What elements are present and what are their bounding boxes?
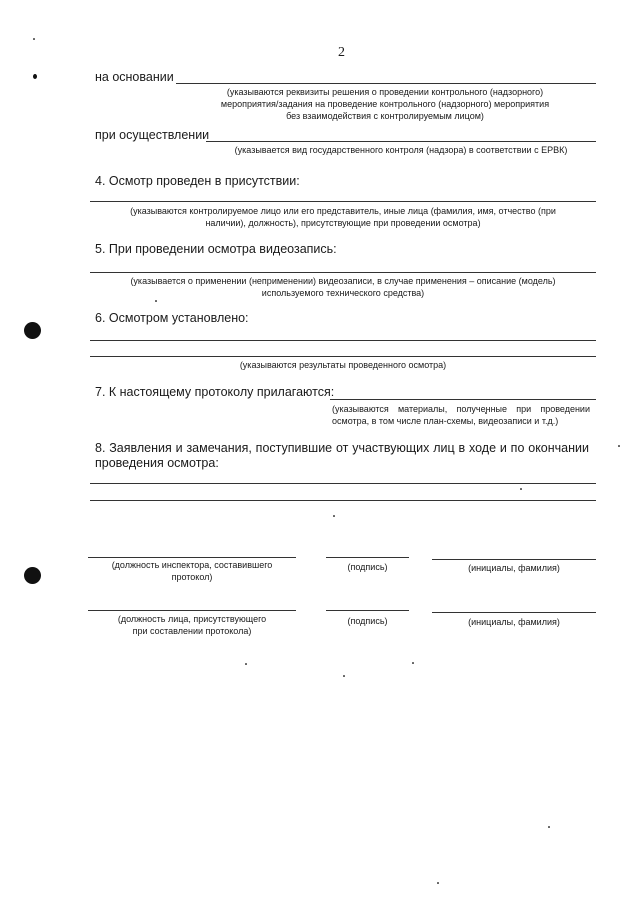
section-5-title: 5. При проведении осмотра видеозапись: [95,242,337,256]
hint-line: мероприятия/задания на проведение контрольного (надзорного) мероприятия [220,99,550,109]
present-person-position-hint [88,613,296,637]
speck [245,663,247,665]
present-person-initials-line [432,612,596,613]
section-7-line [330,399,596,400]
speck [548,826,550,828]
hint-line: (должность лица, присутствующего [117,614,267,624]
hint-line: без взаимодействия с контролируемым лицом) [286,111,484,121]
control-hint: (указывается вид государственного контроля (надзора) в соответствии с ЕРВК) [234,145,568,155]
speck [437,882,439,884]
hint-line: (указываются реквизиты решения о проведении контрольного (надзорного) [226,87,544,97]
inspector-initials-hint: (инициалы, фамилия) [468,563,560,573]
control-line [206,141,596,142]
control-label: при осуществлении [95,128,210,142]
section-8-title-line-1: 8. Заявления и замечания, поступившие от участвующих лиц в ходе и по окончании [95,441,589,455]
hint-line: наличии), должность), присутствующие при проведении осмотра) [205,218,481,228]
present-person-initials-hint: (инициалы, фамилия) [468,617,560,627]
inspector-position-hint [88,559,296,583]
hint-line: используемого технического средства) [261,288,425,298]
basis-line [176,83,596,84]
section-8-line-2 [90,500,596,501]
speck [618,445,620,447]
speck [412,662,414,664]
present-person-signature-hint: (подпись) [347,616,388,626]
section-4-title: 4. Осмотр проведен в присутствии: [95,174,300,188]
hint-line: (указывается о применении (неприменении) видеозаписи, в случае применения – описание (модель) [130,276,556,286]
hint-line: (должность инспектора, составившего [111,560,273,570]
inspector-position-line [88,557,296,558]
punch-hole-top [24,322,41,339]
basis-hint [196,86,574,122]
inspector-initials-line [432,559,596,560]
present-person-position-line [88,610,296,611]
hint-line: протокол) [171,572,213,582]
speck [155,300,157,302]
page-number: 2 [338,45,345,60]
speck [33,38,35,40]
section-7-hint [332,403,590,427]
section-8-line-1 [90,483,596,484]
section-6-title: 6. Осмотром установлено: [95,311,249,325]
section-4-hint [90,205,596,229]
section-5-line [90,272,596,273]
section-4-line [90,201,596,202]
hint-line: (указываются контролируемое лицо или его представитель, иные лица (фамилия, имя, отчество (при [130,206,556,216]
present-person-signature-line [326,610,409,611]
speck [520,488,522,490]
section-7-title: 7. К настоящему протоколу прилагаются: [95,385,335,399]
ink-mark [33,74,37,79]
punch-hole-bottom [24,567,41,584]
hint-line: при составлении протокола) [132,626,252,636]
speck [333,515,335,517]
hint-line: (указываются материалы, полученные при проведении [332,404,590,414]
basis-label: на основании [95,70,174,84]
section-8-title-line-2: проведения осмотра: [95,456,219,470]
hint-line: осмотра, в том числе план-схемы, видеозаписи и т.д.) [332,416,559,426]
section-5-hint [90,275,596,299]
section-6-line-1 [90,340,596,341]
inspector-signature-line [326,557,409,558]
speck [343,675,345,677]
section-6-line-2 [90,356,596,357]
section-6-hint: (указываются результаты проведенного осмотра) [239,360,447,370]
inspector-signature-hint: (подпись) [347,562,388,572]
